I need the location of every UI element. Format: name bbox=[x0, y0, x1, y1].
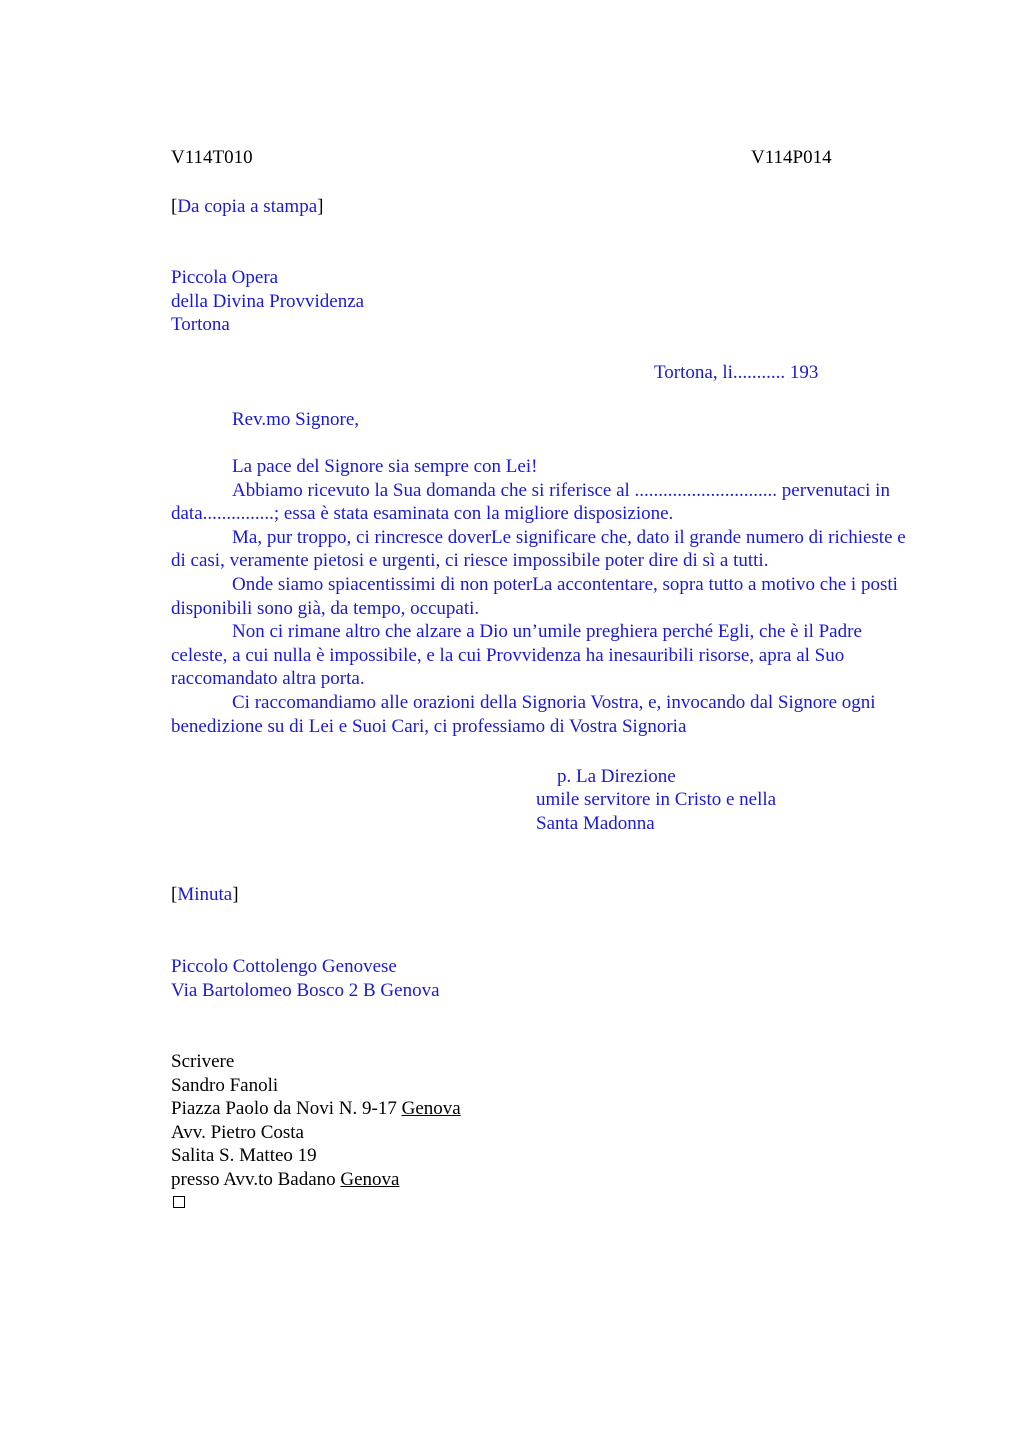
source-note-open-bracket: [ bbox=[171, 196, 178, 217]
empty-square-icon bbox=[173, 1196, 185, 1208]
minuta-open-bracket: [ bbox=[171, 884, 178, 905]
notes-address-3 bbox=[171, 1168, 461, 1192]
notes-address-1 bbox=[171, 1097, 461, 1121]
document-code-right: V114P014 bbox=[751, 147, 832, 168]
date-line: Tortona, li........... 193 bbox=[654, 362, 819, 383]
notes-address-1-street: Piazza Paolo da Novi N. 9-17 bbox=[171, 1098, 402, 1120]
sender-block bbox=[171, 266, 364, 337]
document-code-left: V114T010 bbox=[171, 147, 253, 168]
minuta-text: Minuta bbox=[177, 884, 233, 905]
recipient-line-2: Via Bartolomeo Bosco 2 B Genova bbox=[171, 979, 440, 1001]
recipient-line-1: Piccolo Cottolengo Genovese bbox=[171, 956, 397, 977]
minuta-note bbox=[171, 883, 239, 907]
notes-name-1: Sandro Fanoli bbox=[171, 1074, 279, 1096]
notes-address-1-city: Genova bbox=[401, 1098, 461, 1120]
salutation: Rev.mo Signore, bbox=[232, 409, 360, 430]
signature-line-1: p. La Direzione bbox=[557, 766, 676, 787]
minuta-close-bracket: ] bbox=[232, 884, 239, 905]
notes-address-3-city: Genova bbox=[340, 1168, 400, 1190]
signature-line-2: umile servitore in Cristo e nella bbox=[536, 789, 777, 810]
notes-name-2: Avv. Pietro Costa bbox=[171, 1121, 304, 1143]
source-note-text: Da copia a stampa bbox=[177, 196, 318, 217]
source-note-close-bracket: ] bbox=[317, 196, 324, 217]
paragraph-2: Abbiamo ricevuto la Sua domanda che si riferisce al .............................. pervenutaci in data...............; essa è stata esaminata con la migliore disposizione. bbox=[171, 479, 890, 525]
source-note bbox=[171, 195, 323, 219]
paragraph-1: La pace del Signore sia sempre con Lei! bbox=[232, 456, 538, 477]
notes-address-2: Salita S. Matteo 19 bbox=[171, 1145, 317, 1167]
sender-line-1: Piccola Opera bbox=[171, 267, 279, 288]
paragraph-3: Ma, pur troppo, ci rincresce doverLe significare che, dato il grande numero di richieste e di casi, veramente pietosi e urgenti, ci riesce impossibile poter dire di sì a tutti. bbox=[171, 526, 906, 572]
signature-line-3: Santa Madonna bbox=[536, 813, 655, 834]
letter-body bbox=[171, 455, 921, 738]
recipient-block bbox=[171, 955, 440, 1002]
sender-line-2: della Divina Provvidenza bbox=[171, 290, 365, 312]
sender-line-3: Tortona bbox=[171, 314, 230, 336]
paragraph-4: Onde siamo spiacentissimi di non poterLa accontentare, sopra tutto a motivo che i posti disponibili sono già, da tempo, occupati. bbox=[171, 573, 898, 619]
notes-title: Scrivere bbox=[171, 1051, 235, 1072]
paragraph-6: Ci raccomandiamo alle orazioni della Signoria Vostra, e, invocando dal Signore ogni benedizione su di Lei e Suoi Cari, ci professiamo di Vostra Signoria bbox=[171, 691, 876, 737]
notes-block bbox=[171, 1050, 461, 1192]
notes-address-3-prefix: presso Avv.to Badano bbox=[171, 1168, 341, 1190]
paragraph-5: Non ci rimane altro che alzare a Dio un’umile preghiera perché Egli, che è il Padre celeste, a cui nulla è impossibile, e la cui Provvidenza ha inesauribili risorse, apra al Suo raccomandato altra porta. bbox=[171, 621, 862, 690]
